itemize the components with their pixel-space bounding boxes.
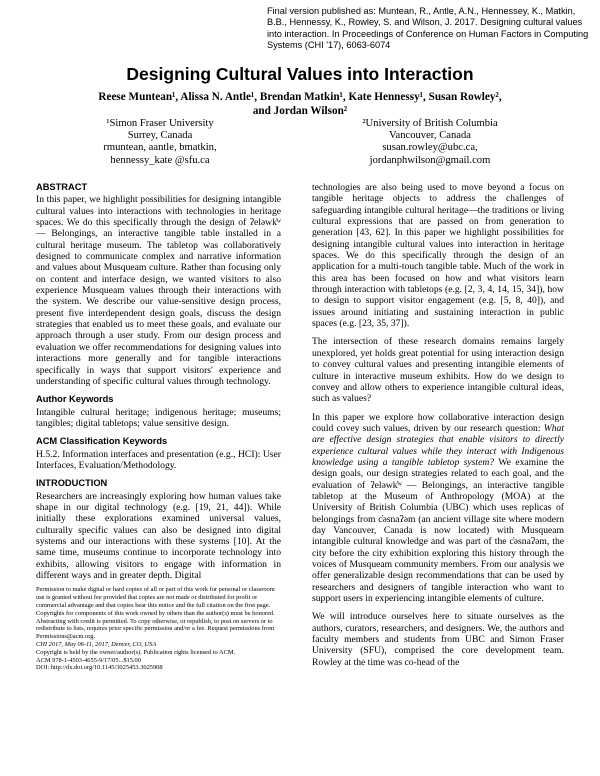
abstract-section xyxy=(36,182,281,387)
introduction-heading: INTRODUCTION xyxy=(36,478,108,489)
body-paragraph: The intersection of these research domains remains largely unexplored, yet holds great potential for using interaction design to convey cultural values and presenting intangible elements of culture in interactive museum exhibits. How do we design to convey and allow others to experience intangible cultural ideas, such as values? xyxy=(312,336,564,405)
paragraph-lead: In this paper we explore how collaborative interaction design could covey such values, driven by our research question: xyxy=(312,411,564,434)
right-column xyxy=(312,182,564,675)
publication-note: Final version published as: Muntean, R., Antle, A.N., Hennessey, K., Matkin, B.B., Hennessy, K., Rowley, S. and Wilson, J. 2017. Designing cultural values into interaction. In Proceedings of Conference on Human Factors in Computing Systems (CHI '17), 6063-6074 xyxy=(267,6,589,50)
author-line: Reese Muntean¹, Alissa N. Antle¹, Brendan Matkin¹, Kate Hennessy¹, Susan Rowley², xyxy=(98,91,502,103)
affiliation-sfu xyxy=(60,118,260,167)
body-paragraph: technologies are also being used to move beyond a focus on tangible heritage objects to address the challenges of safeguarding intangible cultural heritage—the traditions or living cultural expressions that are passed on from generation to generation [43, 62]. In this paper we highlight possibilities for designing intangible cultural values into interaction in heritage spaces. We do this specifically through the design of an application for a multi-touch tangible table. Much of the work in this area has been focused on how and what visitors learn through interaction with tabletops (e.g. [2, 3, 4, 14, 15, 34]), how to design to support visitor engagement (e.g. [5, 8, 40]), and issues around initiating and sustaining interaction in public spaces (e.g. [23, 35, 37]). xyxy=(312,182,564,330)
affiliation-emails: susan.rowley@ubc.ca, xyxy=(382,142,478,154)
affiliation-emails: rmuntean, aantle, bmatkin, xyxy=(103,142,217,154)
introduction-section xyxy=(36,478,281,581)
paper-title: Designing Cultural Values into Interaction xyxy=(126,64,474,84)
affiliation-name: ¹Simon Fraser University xyxy=(106,118,214,129)
affiliation-emails: hennessy_kate @sfu.ca xyxy=(110,154,210,166)
acm-classification-text: H.5.2. Information interfaces and presentation (e.g., HCI): User Interfaces, Evaluation/Methodology. xyxy=(36,448,281,471)
copyright-block xyxy=(36,586,281,672)
copyright-holder: Copyright is held by the owner/author(s). Publication rights licensed to ACM. xyxy=(36,648,236,656)
conference-info: CHI 2017, May 06-11, 2017, Denver, CO, USA xyxy=(36,640,157,648)
body-paragraph: We will introduce ourselves here to situate ourselves as the authors, curators, researchers, and designers. We, the authors and faculty members and students from UBC and Simon Fraser University (SFU), comprised the core development team. Rowley at the time was co-head of the xyxy=(312,611,564,668)
introduction-text: Researchers are increasingly exploring how human values take shape in our digital technology (e.g. [19, 21, 44]). While initially these explorations examined universal values, culturally specific values can also be designed into digital systems and our interactions with these systems [10]. At the same time, museums continue to incorporate technology into exhibits, allowing visitors to engage with information in different ways and in greater depth. Digital xyxy=(36,490,281,581)
paragraph-rest: We examine the design goals, our design strategies related to each goal, and the evaluation of ʔeləwk̓ʷ — Belongings, an interactive tangible tabletop at the Museum of Anthropology (MOA) at the University of British Columbia (UBC) which uses replicas of belongings from c̓əsnaʔəm (an ancient village site where modern day Vancouver, Canada is now located) with Musqueam intangible cultural knowledge and was part of the c̓əsnaʔəm, the city before the city exhibition exploring this history through the voices of Musqueam community members. From our analysis we offer generalizable design recommendations that can be used by researchers and designers of tangible interaction who want to support users in experiencing intangible elements of culture. xyxy=(312,456,564,605)
affiliation-name: ²University of British Columbia xyxy=(362,118,498,129)
author-keywords-section xyxy=(36,394,281,429)
affiliation-emails: jordanphwilson@gmail.com xyxy=(369,154,491,166)
affiliation-place: Surrey, Canada xyxy=(127,130,193,142)
acm-classification-heading: ACM Classification Keywords xyxy=(36,436,168,447)
acm-classification-section xyxy=(36,436,281,471)
isbn: ACM 978-1-4503-4655-9/17/05...$15.00 xyxy=(36,656,141,664)
left-column xyxy=(36,182,281,672)
permission-notice: Permission to make digital or hard copies of all or part of this work for personal or classroom use is granted without fee provided that copies are not made or distributed for profit or commercial advantage and that copies bear this notice and the full citation on the first page. Copyrights for components of this work owned by others than the author(s) must be honored. Abstracting with credit is permitted. To copy otherwise, or republish, to post on servers or to redistribute to lists, requires prior specific permission and/or a fee. Request permissions from Permissions@acm.org. xyxy=(36,586,275,641)
abstract-text: In this paper, we highlight possibilities for designing intangible cultural values into interactions with technologies in heritage spaces. We do this specifically through the design of ʔeləwk̓ʷ — Belongings, an interactive tangible table installed in a cultural heritage museum. The tabletop was collaboratively designed to communicate complex and narrative information and values about Musqueam culture. Rather than focusing only on content and interface design, we wanted visitors to also experience Musqueam values through their interactions with the system. We describe our value-sensitive design process, present five interdependent design goals, discuss the design strategies that enabled us to meet these goals, and evaluate our approach through a user study. From our design process and evaluation we offer recommendations for designing values into interactions more generally and for tangible interactions specifically in ways that support visitors' experience and understanding of specific cultural values through technology. xyxy=(36,194,281,387)
abstract-heading: ABSTRACT xyxy=(36,182,88,192)
research-question: What are effective design strategies that enable visitors to directly experience cultural values while they interact with Indigenous knowledge using a tangible tabletop system? xyxy=(312,422,564,468)
author-list xyxy=(70,90,530,118)
affiliation-place: Vancouver, Canada xyxy=(389,130,471,142)
doi: DOI: http://dx.doi.org/10.1145/3025453.3025908 xyxy=(36,664,163,672)
author-line: and Jordan Wilson² xyxy=(252,105,348,117)
affiliation-ubc xyxy=(330,118,530,167)
body-paragraph xyxy=(312,412,564,605)
author-keywords-text: Intangible cultural heritage; indigenous heritage; museums; tangibles; digital tabletops; value sensitive design. xyxy=(36,406,281,429)
author-keywords-heading: Author Keywords xyxy=(36,394,114,405)
